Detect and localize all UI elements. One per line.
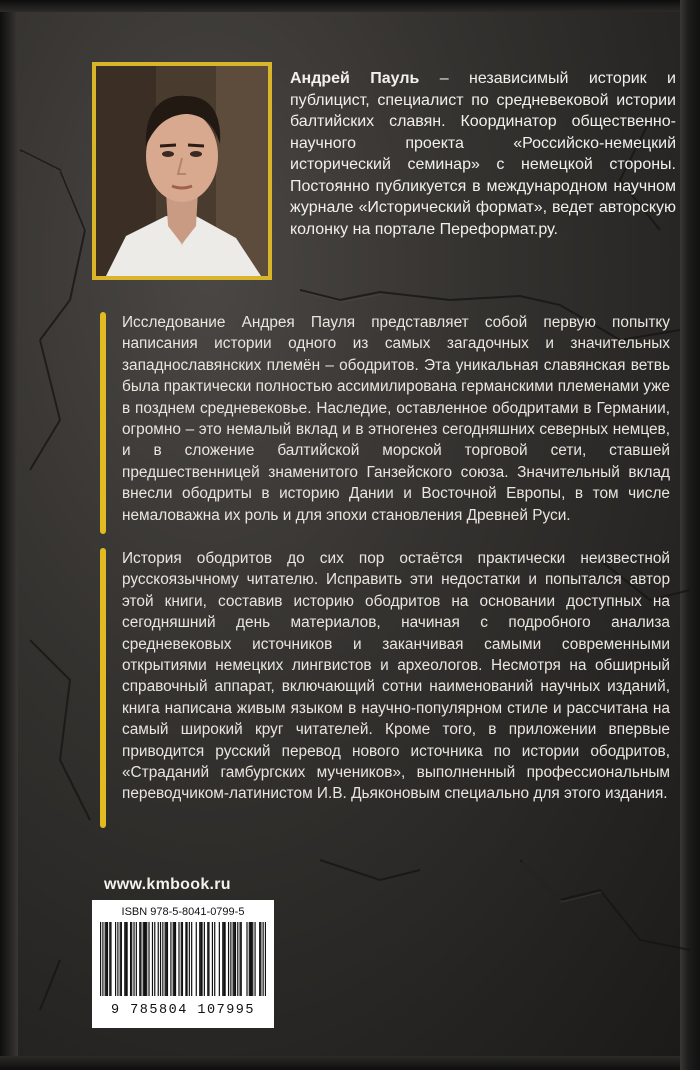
barcode-bar xyxy=(136,922,137,996)
barcode-bar xyxy=(160,922,161,996)
barcode-label xyxy=(92,900,274,1028)
barcode-bar xyxy=(214,922,215,996)
barcode-bar xyxy=(228,922,229,996)
barcode-bar xyxy=(230,922,231,996)
accent-bar xyxy=(100,548,106,828)
barcode-bar xyxy=(182,922,183,996)
barcode-bar xyxy=(200,922,201,996)
barcode-bar xyxy=(127,922,128,996)
barcode-bar xyxy=(162,922,163,996)
barcode-bar xyxy=(140,922,141,996)
barcode-bar xyxy=(189,922,190,996)
description-paragraph-1: Исследование Андрея Пауля представляет собой первую попытку написания истории одного из самых загадочных и значительных западнославянских племён – ободритов. Эта уникальная славянская ветвь была практически полностью ассимилирована германскими племенами уже в позднем средневековье. Наследие, оставленное ободритами в Германии, огромно – это немалый вклад и в этногенез сегодняшних северных немцев, и в сложение балтийской морской торговой сети, ставшей предшественницей знаменитого Ганзейского союза. Значительный вклад внесли ободриты в историю Дании и Восточной Европы, в том числе немаловажна их роль и для эпохи становления Древней Руси. xyxy=(122,314,670,524)
description-paragraph-2: История ободритов до сих пор остаётся практически неизвестной русскоязычному читателю. Исправить эти недостатки и попытался автор этой книги, составив историю ободритов на основании доступных на сегодняшний день материалов, начиная с подробного анализа средневековых источников и заканчивая самыми современными открытиями немецких лингвистов и археологов. Несмотря на обширный справочный аппарат, включающий сотни наименований научных изданий, книга написана живым языком в научно-популярном стиле и рассчитана на самый широкий круг читателей. Кроме того, в приложении впервые приводится русский перевод нового источника по истории ободритов, «Страданий гамбургских мучеников», выполненный профессиональным переводчиком-латинистом И.В. Дьяконовым специально для этого издания. xyxy=(122,550,670,803)
barcode-bar xyxy=(125,922,126,996)
barcode-bar xyxy=(152,922,153,996)
barcode-bar xyxy=(115,922,116,996)
barcode-bar xyxy=(241,922,242,996)
barcode-bar xyxy=(239,922,240,996)
barcode-bar xyxy=(219,922,220,996)
barcode-bar xyxy=(102,922,103,996)
barcode-bar xyxy=(143,922,144,996)
barcode-bar xyxy=(173,922,174,996)
barcode-bar xyxy=(178,922,179,996)
barcode-bar xyxy=(139,922,140,996)
barcode-bar xyxy=(130,922,131,996)
barcode-bar xyxy=(131,922,132,996)
barcode-bar xyxy=(191,922,192,996)
barcode-bar xyxy=(174,922,175,996)
barcode-bar xyxy=(181,922,182,996)
barcode-bar xyxy=(145,922,146,996)
barcode-bar xyxy=(235,922,236,996)
barcode-bar xyxy=(148,922,149,996)
barcode-bar xyxy=(251,922,252,996)
barcode-bar xyxy=(105,922,106,996)
barcode-bar xyxy=(225,922,226,996)
barcode-bar xyxy=(212,922,213,996)
barcode-bar xyxy=(204,922,205,996)
barcode-bar xyxy=(186,922,187,996)
barcode-bar xyxy=(223,922,224,996)
barcode-bar xyxy=(233,922,234,996)
barcode-bar xyxy=(146,922,147,996)
barcode-bar xyxy=(252,922,253,996)
barcode-bar xyxy=(259,922,260,996)
barcode-bar xyxy=(107,922,108,996)
barcode-bar xyxy=(196,922,197,996)
barcode-bar xyxy=(121,922,122,996)
barcode-bar xyxy=(246,922,247,996)
barcode-bar xyxy=(120,922,121,996)
barcode-bar xyxy=(265,922,266,996)
barcode-bar xyxy=(167,922,168,996)
isbn-text: ISBN 978-5-8041-0799-5 xyxy=(121,906,245,918)
barcode-bar xyxy=(249,922,250,996)
barcode-bar xyxy=(207,922,208,996)
barcode-bar xyxy=(170,922,171,996)
author-bio xyxy=(290,68,676,240)
barcode-bar xyxy=(117,922,118,996)
barcode-bar xyxy=(124,922,125,996)
barcode-bar xyxy=(166,922,167,996)
barcode-bar xyxy=(110,922,111,996)
barcode-bar xyxy=(263,922,264,996)
barcode-bar xyxy=(260,922,261,996)
barcode-bar xyxy=(237,922,238,996)
barcode-bar xyxy=(222,922,223,996)
barcode-bar xyxy=(199,922,200,996)
barcode-bar xyxy=(133,922,134,996)
barcode-bar xyxy=(144,922,145,996)
barcode-icon xyxy=(100,922,266,996)
barcode-bar xyxy=(109,922,110,996)
barcode-bar xyxy=(250,922,251,996)
accent-bar xyxy=(100,312,106,534)
barcode-bar xyxy=(201,922,202,996)
barcode-bar xyxy=(100,922,101,996)
barcode-bar xyxy=(165,922,166,996)
author-photo xyxy=(92,62,272,280)
barcode-bar xyxy=(254,922,255,996)
barcode-bar xyxy=(234,922,235,996)
author-bio-text: – независимый историк и публицист, специалист по средневековой истории балтийских славян. Координатор общественно-научного проекта «Российско-немецкий исторический семинар» с немецкой стороны. Постоянно публикуется в международном научном журнале «Исторический формат», ведет авторскую колонку на портале Переформат.ру. xyxy=(290,70,676,238)
publisher-website: www.kmbook.ru xyxy=(104,876,231,893)
barcode-bar xyxy=(158,922,159,996)
barcode-bar xyxy=(106,922,107,996)
barcode-digits: 9 785804 107995 xyxy=(110,1003,256,1018)
barcode-bar xyxy=(185,922,186,996)
barcode-bar xyxy=(208,922,209,996)
barcode-bar xyxy=(154,922,155,996)
barcode-bar xyxy=(175,922,176,996)
author-name: Андрей Пауль xyxy=(290,70,420,87)
